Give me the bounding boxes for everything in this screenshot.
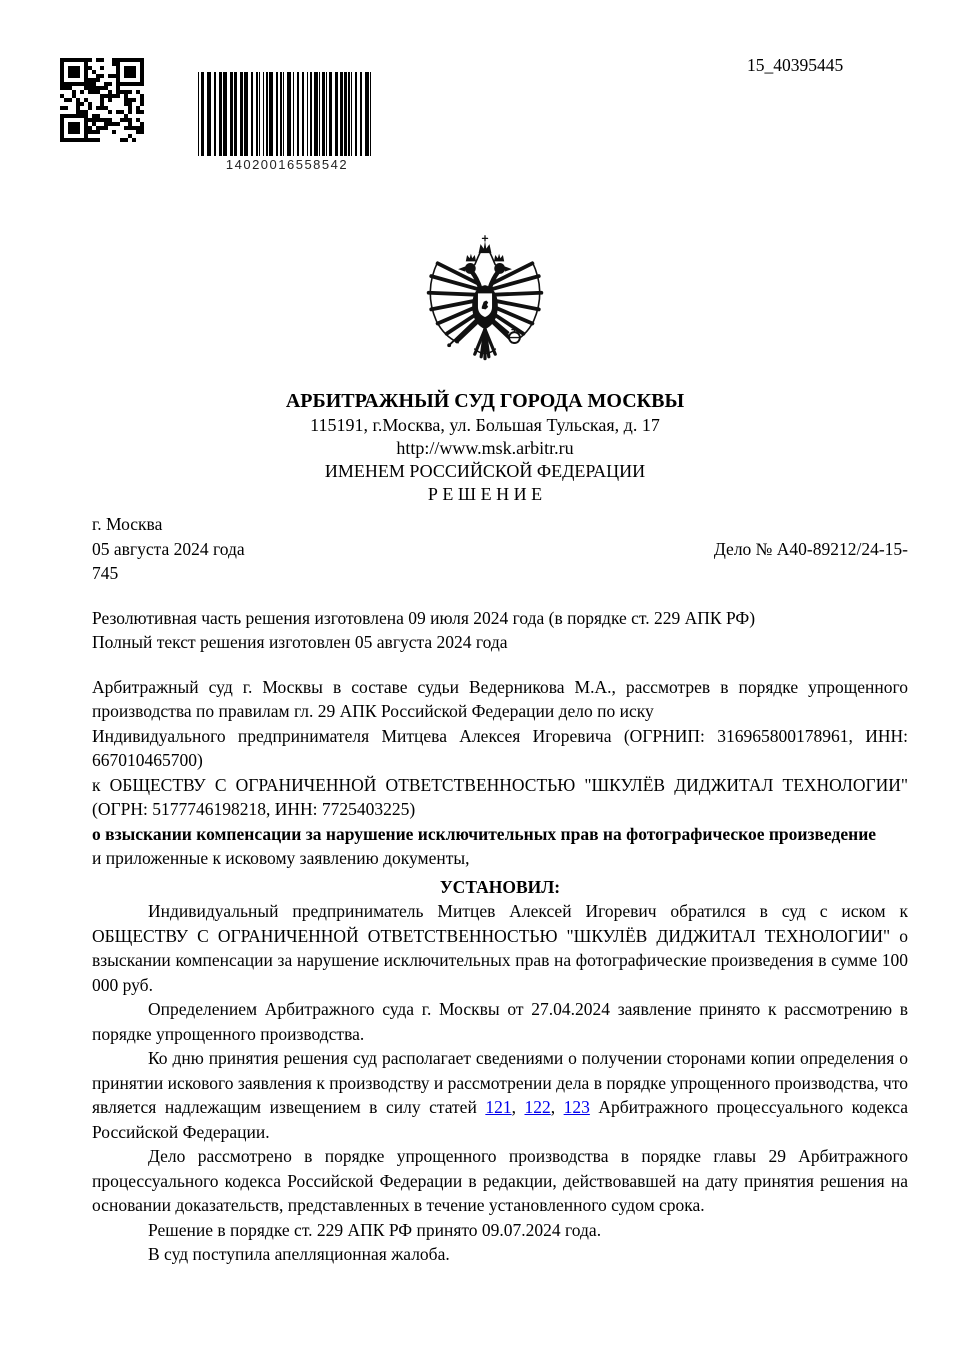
body-paragraph-3-tail: Арбитражного процессуального кодекса Российской Федерации. (92, 1097, 908, 1142)
resolution-line-1: Резолютивная часть решения изготовлена 09 июля 2024 года (в порядке ст. 229 АПК РФ) (92, 607, 756, 628)
case-city: г. Москва (92, 514, 163, 534)
intro-paragraph-2: Индивидуального предпринимателя Митцева Алексея Игоревича (ОГРНИП: 316965800178961, ИНН: 667010465700) (92, 725, 908, 770)
link-article-121[interactable]: 121 (485, 1097, 512, 1117)
court-name: АРБИТРАЖНЫЙ СУД ГОРОДА МОСКВЫ (285, 390, 685, 412)
body-paragraph-1: Индивидуальный предприниматель Митцев Алексей Игоревич обратился в суд с иском к ОБЩЕСТВУ С ОГРАНИЧЕННОЙ ОТВЕТСТВЕННОСТЬЮ "ШКУЛЁВ ДИДЖИТАЛ ТЕХНОЛОГИИ" о взыскании компенсации за нарушение исключительных прав на фотографические произведения в сумме 100 000 руб. (92, 901, 908, 995)
link-article-122[interactable]: 122 (524, 1097, 551, 1117)
case-date: 05 августа 2024 года (92, 538, 245, 559)
russian-coat-of-arms-icon (421, 234, 549, 372)
case-number-tail: 745 (92, 563, 119, 583)
barcode-number: 14020016558542 (225, 157, 349, 172)
body-paragraph-5: Решение в порядке ст. 229 АПК РФ принято 09.07.2024 года. (148, 1219, 602, 1240)
in-the-name-line: ИМЕНЕМ РОССИЙСКОЙ ФЕДЕРАЦИИ (324, 461, 646, 481)
court-address: 115191, г.Москва, ул. Большая Тульская, д. 17 (310, 415, 660, 435)
document-header (0, 389, 970, 506)
barcode-bars-icon (198, 72, 376, 156)
link-article-123[interactable]: 123 (563, 1097, 590, 1117)
case-number: Дело № А40-89212/24-15- (713, 538, 908, 559)
court-website: http://www.msk.arbitr.ru (396, 438, 574, 458)
barcode (198, 72, 376, 172)
ustanovil-heading: УСТАНОВИЛ: (439, 876, 561, 897)
body-paragraph-6: В суд поступила апелляционная жалоба. (148, 1244, 450, 1264)
document-type: Р Е Ш Е Н И Е (427, 484, 543, 504)
body-paragraph-4: Дело рассмотрено в порядке упрощенного производства в порядке главы 29 Арбитражного процессуального кодекса Российской Федерации в редакции, действовавшей на дату принятия решения на основании доказательств, представленных в течение установленного судом срока. (92, 1146, 908, 1215)
case-date-number-row (92, 537, 908, 562)
intro-paragraph-5: и приложенные к исковому заявлению документы, (92, 848, 470, 868)
body-paragraph-3 (92, 1046, 908, 1144)
intro-claim-subject: о взыскании компенсации за нарушение исключительных прав на фотографическое произведение (92, 823, 877, 844)
separator-comma: , (511, 1097, 525, 1117)
document-body (92, 512, 908, 1267)
qr-code-icon (60, 57, 144, 143)
separator-comma: , (550, 1097, 564, 1117)
body-paragraph-3-text: Ко дню принятия решения суд располагает сведениями о получении сторонами копии определения о принятии искового заявления к производству и рассмотрении дела в порядке упрощенного производства, что является надлежащим извещением в силу статей (92, 1048, 908, 1117)
file-number: 15_40395445 (747, 55, 844, 75)
spacer (92, 655, 908, 675)
body-paragraph-2: Определением Арбитражного суда г. Москвы от 27.04.2024 заявление принято к рассмотрению в порядке упрощенного производства. (92, 999, 908, 1044)
spacer (92, 586, 908, 606)
intro-paragraph-1: Арбитражный суд г. Москвы в составе судьи Ведерникова М.А., рассмотрев в порядке упрощенного производства по правилам гл. 29 АПК Российской Федерации дело по иску (92, 676, 908, 721)
resolution-line-2: Полный текст решения изготовлен 05 августа 2024 года (92, 632, 508, 652)
intro-paragraph-3: к ОБЩЕСТВУ С ОГРАНИЧЕННОЙ ОТВЕТСТВЕННОСТЬЮ "ШКУЛЁВ ДИДЖИТАЛ ТЕХНОЛОГИИ" (ОГРН: 5177746198218, ИНН: 7725403225) (92, 774, 908, 819)
